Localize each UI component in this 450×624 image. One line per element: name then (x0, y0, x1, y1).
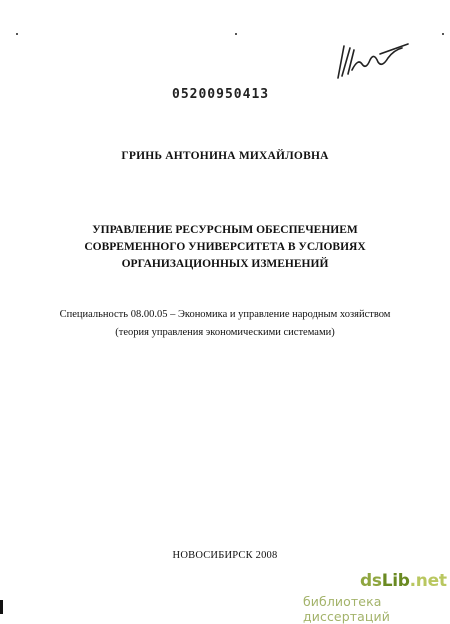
specialty-line: (теория управления экономическими системами) (115, 327, 335, 338)
scan-speck (16, 33, 18, 35)
specialty-line: Специальность 08.00.05 – Экономика и управление народным хозяйством (59, 309, 391, 320)
specialty-block (0, 306, 450, 342)
handwritten-signature (332, 40, 412, 82)
document-number: 05200950413 (172, 87, 270, 102)
dissertation-title (0, 222, 450, 273)
scan-speck (235, 33, 237, 35)
watermark-lib: Lib (381, 571, 410, 591)
title-line: ОРГАНИЗАЦИОННЫХ ИЗМЕНЕНИЙ (121, 258, 329, 270)
watermark-subtitle: библиотека диссертаций (303, 594, 390, 624)
scan-speck (442, 33, 444, 35)
title-line: СОВРЕМЕННОГО УНИВЕРСИТЕТА В УСЛОВИЯХ (84, 241, 366, 253)
author-name: ГРИНЬ АНТОНИНА МИХАЙЛОВНА (121, 150, 329, 162)
watermark-ds: ds (360, 571, 382, 591)
title-line: УПРАВЛЕНИЕ РЕСУРСНЫМ ОБЕСПЕЧЕНИЕМ (92, 224, 358, 236)
scan-edge-mark (0, 600, 3, 614)
city-year: НОВОСИБИРСК 2008 (172, 550, 278, 561)
watermark-net: .net (409, 571, 447, 591)
watermark-logo (360, 571, 447, 591)
